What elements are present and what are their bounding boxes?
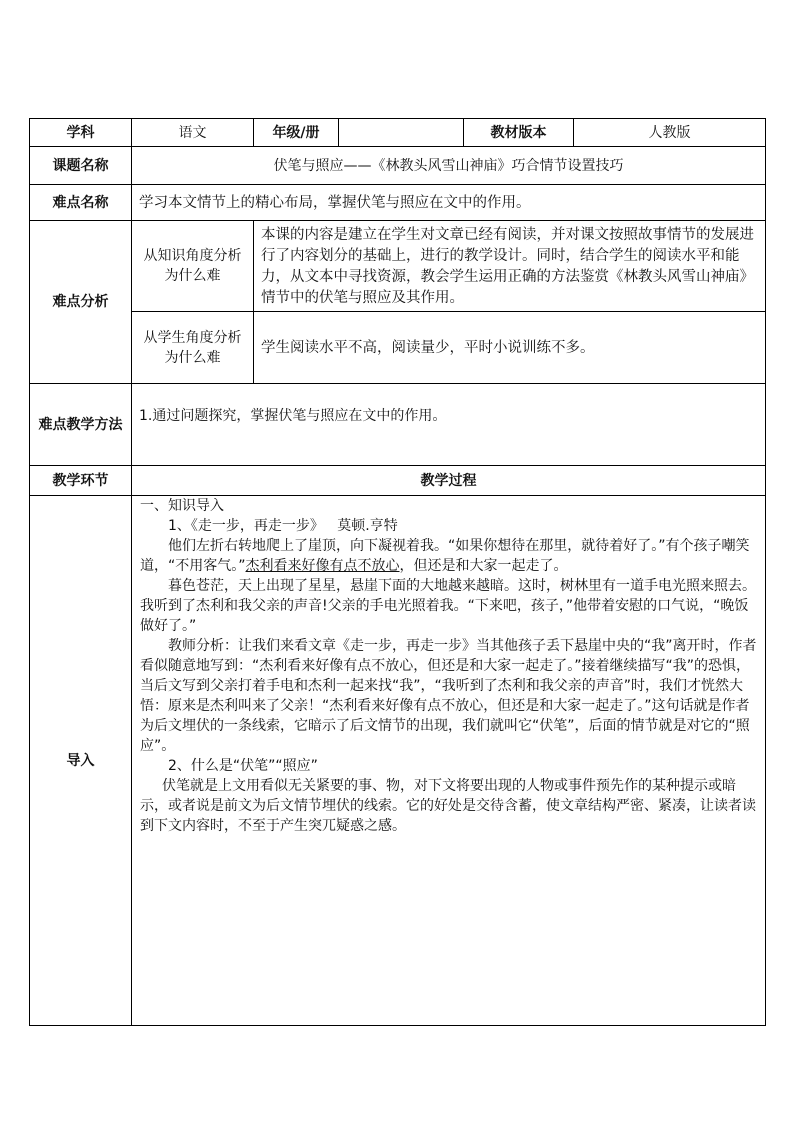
paragraph-4: 伏笔就是上文用看似无关紧要的事、物，对下文将要出现的人物或事件预先作的某种提示或暗示，或者说是前文为后文情节埋伏的线索。它的好处是交待含蓄，使文章结构严密、紧凑，让读者读到下文内容时，不至于产生突兀疑惑之感。	[140, 778, 756, 834]
stage-label: 教学环节	[30, 466, 132, 496]
edition-value: 人教版	[574, 119, 766, 147]
intro-content	[132, 496, 766, 1026]
knowledge-analysis-row	[30, 221, 766, 312]
student-angle-label: 从学生角度分析为什么难	[132, 312, 254, 384]
difficulty-label: 难点名称	[30, 185, 132, 221]
analysis-label: 难点分析	[30, 221, 132, 384]
lesson-plan-table	[29, 118, 766, 1026]
difficulty-row	[30, 185, 766, 221]
knowledge-angle-label: 从知识角度分析为什么难	[132, 221, 254, 312]
intro-row	[30, 496, 766, 1026]
process-header-row	[30, 466, 766, 496]
grade-value	[339, 119, 464, 147]
topic-label: 课题名称	[30, 147, 132, 185]
difficulty-value: 学习本文情节上的精心布局，掌握伏笔与照应在文中的作用。	[132, 185, 766, 221]
item2-title: 2、什么是“伏笔”“照应”	[168, 758, 318, 774]
grade-label: 年级/册	[254, 119, 339, 147]
intro-label: 导入	[30, 496, 132, 1026]
subject-value: 语文	[132, 119, 254, 147]
header-row	[30, 119, 766, 147]
paragraph-1	[140, 536, 757, 576]
subject-label: 学科	[30, 119, 132, 147]
student-angle-text: 学生阅读水平不高，阅读量少，平时小说训练不多。	[254, 312, 766, 384]
section-title: 一、知识导入	[140, 498, 224, 514]
method-row	[30, 384, 766, 466]
edition-label: 教材版本	[464, 119, 574, 147]
paragraph-1-tail: ，但还是和大家一起走了。	[399, 558, 568, 574]
topic-value: 伏笔与照应——《林教头风雪山神庙》巧合情节设置技巧	[132, 147, 766, 185]
topic-row	[30, 147, 766, 185]
student-analysis-row	[30, 312, 766, 384]
paragraph-1-text: 他们左折右转地爬上了崖顶，向下凝视着我。“如果你想待在那里，就待着好了。”有个孩子嘲笑道，“不用客气。”	[140, 538, 750, 574]
paragraph-2: 暮色苍茫，天上出现了星星，悬崖下面的大地越来越暗。这时，树林里有一道手电光照来照去。我听到了杰利和我父亲的声音!父亲的手电光照着我。“下来吧，孩子，”他带着安慰的口气说，“晚饭做好了。”	[140, 578, 756, 634]
paragraph-3: 教师分析：让我们来看文章《走一步，再走一步》当其他孩子丢下悬崖中央的“我”离开时，作者看似随意地写到：“杰利看来好像有点不放心，但还是和大家一起走了。”接着继续描写“我”的恐惧，当后文写到父亲打着手电和杰利一起来找“我”，“我听到了杰利和我父亲的声音”时，我们才恍然大悟：原来是杰利叫来了父亲！“杰利看来好像有点不放心，但还是和大家一起走了。”这句话就是作者为后文埋伏的一条线索，它暗示了后文情节的出现，我们就叫它“伏笔”，后面的情节就是对它的“照应”。	[140, 638, 757, 754]
knowledge-angle-text: 本课的内容是建立在学生对文章已经有阅读，并对课文按照故事情节的发展进行了内容划分的基础上，进行的教学设计。同时，结合学生的阅读水平和能力，从文本中寻找资源，教会学生运用正确的方法鉴赏《林教头风雪山神庙》情节中的伏笔与照应及其作用。	[254, 221, 766, 312]
method-text: 1.通过问题探究，掌握伏笔与照应在文中的作用。	[132, 384, 766, 466]
item1-title: 1、《走一步，再走一步》 莫顿.亨特	[168, 518, 398, 534]
process-label: 教学过程	[132, 466, 766, 496]
method-label: 难点教学方法	[30, 384, 132, 466]
paragraph-1-underlined: 杰利看来好像有点不放心	[245, 558, 400, 574]
